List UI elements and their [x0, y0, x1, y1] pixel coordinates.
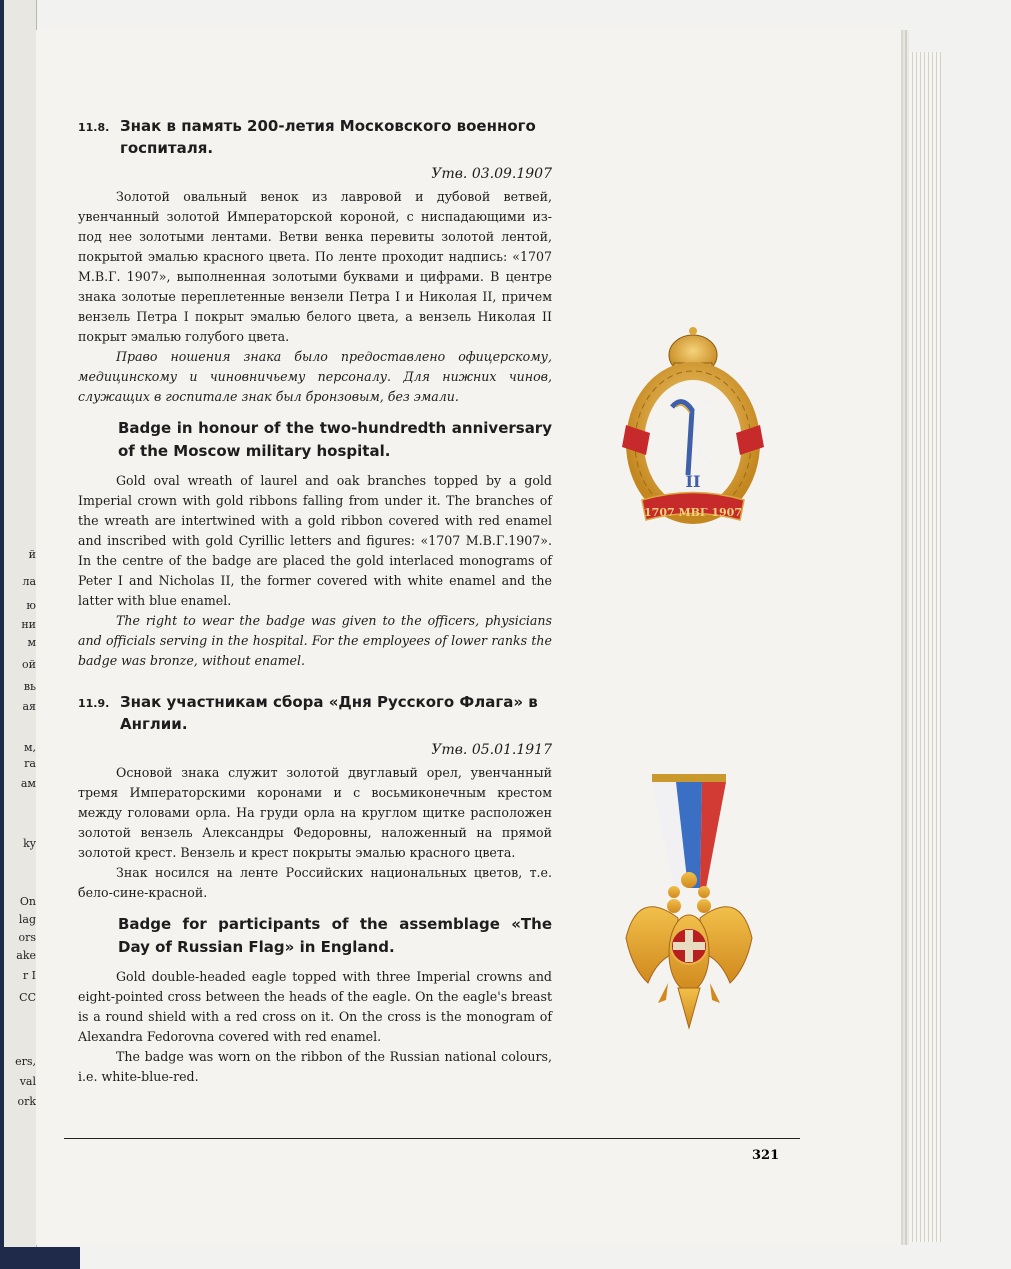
page-stack-edges — [901, 52, 941, 1242]
description-en: Gold oval wreath of laurel and oak branches topped by a gold Imperial crown with gold ribbons falling from under it. The branches of the wreath are intertwined with a gold ribbon covered with red enamel and inscribed with gold Cyrillic letters and figures: «1707 М.В.Г.1907». In the centre of the badge are placed the gold interlaced monograms of Peter I and Nicholas II, the former covered with white enamel and the latter with blue enamel. — [78, 473, 552, 608]
hospital-badge-image — [622, 315, 764, 535]
left-page-fragment: lag — [18, 913, 36, 926]
left-page-fragment: м — [27, 636, 36, 649]
left-page-fragment: CC — [19, 991, 36, 1004]
note-ru: Право ношения знака было предоставлено офицерскому, медицинскому и чиновничьему персоналу. Для нижних чинов, служащих в госпитале знак был бронзовым, без эмали. — [78, 349, 552, 404]
footer-rule — [64, 1138, 800, 1139]
book-cover-corner — [0, 1247, 80, 1269]
left-page-fragment: вь — [23, 680, 36, 693]
entry-title-ru: Знак участникам сбора «Дня Русского Флага» в Англии. — [120, 693, 538, 733]
entry-number: 11.8. — [78, 121, 110, 134]
description-en: Gold double-headed eagle topped with three Imperial crowns and eight-pointed cross between the heads of the eagle. On the eagle's breast is a round shield with a red cross on it. On the cross is the monogram of Alexandra Fedorovna covered with red enamel. — [78, 969, 552, 1044]
entry-heading — [78, 115, 552, 159]
left-page-fragment: й — [28, 548, 36, 561]
wreath-badge-icon — [622, 315, 764, 535]
left-page-fragment: ая — [22, 700, 36, 713]
left-page-fragment: r I — [22, 969, 36, 982]
left-page-fragment: ам — [20, 777, 36, 790]
left-page-fragment: м, — [23, 741, 36, 754]
description-ru: Знак носился на ленте Российских национальных цветов, т.е. бело-сине-красной. — [78, 865, 552, 900]
note-en: The right to wear the badge was given to the officers, physicians and officials serving in the hospital. For the employees of lower ranks the badge was bronze, without enamel. — [78, 613, 552, 668]
left-page-fragment: ky — [23, 837, 36, 850]
entry-title-en: Badge for participants of the assemblage «The Day of Russian Flag» in England. — [118, 915, 552, 956]
description-en: The badge was worn on the ribbon of the Russian national colours, i.e. white-blue-red. — [78, 1049, 552, 1084]
eagle-badge-icon — [618, 768, 760, 1048]
left-page-fragment: ой — [22, 658, 36, 671]
entry-number: 11.9. — [78, 697, 110, 710]
left-page-fragment: ers, — [15, 1055, 36, 1068]
left-page-fragment: ни — [21, 618, 36, 631]
left-page-fragment: ake — [16, 949, 36, 962]
russian-flag-badge-image — [618, 768, 760, 1048]
approval-date: Утв. 05.01.1917 — [431, 742, 552, 758]
entry-title-ru: Знак в память 200-летия Московского военного госпиталя. — [120, 117, 536, 157]
left-page-fragment: val — [19, 1075, 36, 1088]
page-number: 321 — [752, 1148, 780, 1163]
left-page-fragment: ors — [18, 931, 36, 944]
left-page-fragment: ю — [26, 599, 36, 612]
entry-title-en: Badge in honour of the two-hundredth anniversary of the Moscow military hospital. — [118, 419, 552, 460]
description-ru: Золотой овальный венок из лавровой и дубовой ветвей, увенчанный золотой Императорской короной, с ниспадающими из-под нее золотыми лентами. Ветви венка перевиты золотой лентой, покрытой эмалью красного цвета. По ленте проходит надпись: «1707 М.В.Г. 1907», выполненная золотыми буквами и цифрами. В центре знака золотые переплетенные вензели Петра I и Николая II, причем вензель Петра I покрыт эмалью белого цвета, а вензель Николая II покрыт эмалью голубого цвета. — [78, 189, 552, 344]
left-page-fragment: ork — [17, 1095, 36, 1108]
approval-date: Утв. 03.09.1907 — [431, 166, 552, 182]
text-column — [78, 115, 552, 1087]
left-page-fragment: ла — [22, 575, 36, 588]
entry-heading — [78, 691, 552, 735]
left-page-fragment: ra — [24, 757, 36, 770]
ribbon-inscription: 1707 МВГ 1907 — [644, 506, 742, 519]
description-ru: Основой знака служит золотой двуглавый орел, увенчанный тремя Императорскими коронами и с восьмиконечным крестом между головами орла. На груди орла на круглом щитке расположен золотой вензель Александры Федоровны, наложенный на прямой золотой крест. Вензель и крест покрыты эмалью красного цвета. — [78, 765, 552, 860]
monogram-numeral: II — [685, 472, 701, 491]
left-page-fragment: On — [19, 895, 36, 908]
